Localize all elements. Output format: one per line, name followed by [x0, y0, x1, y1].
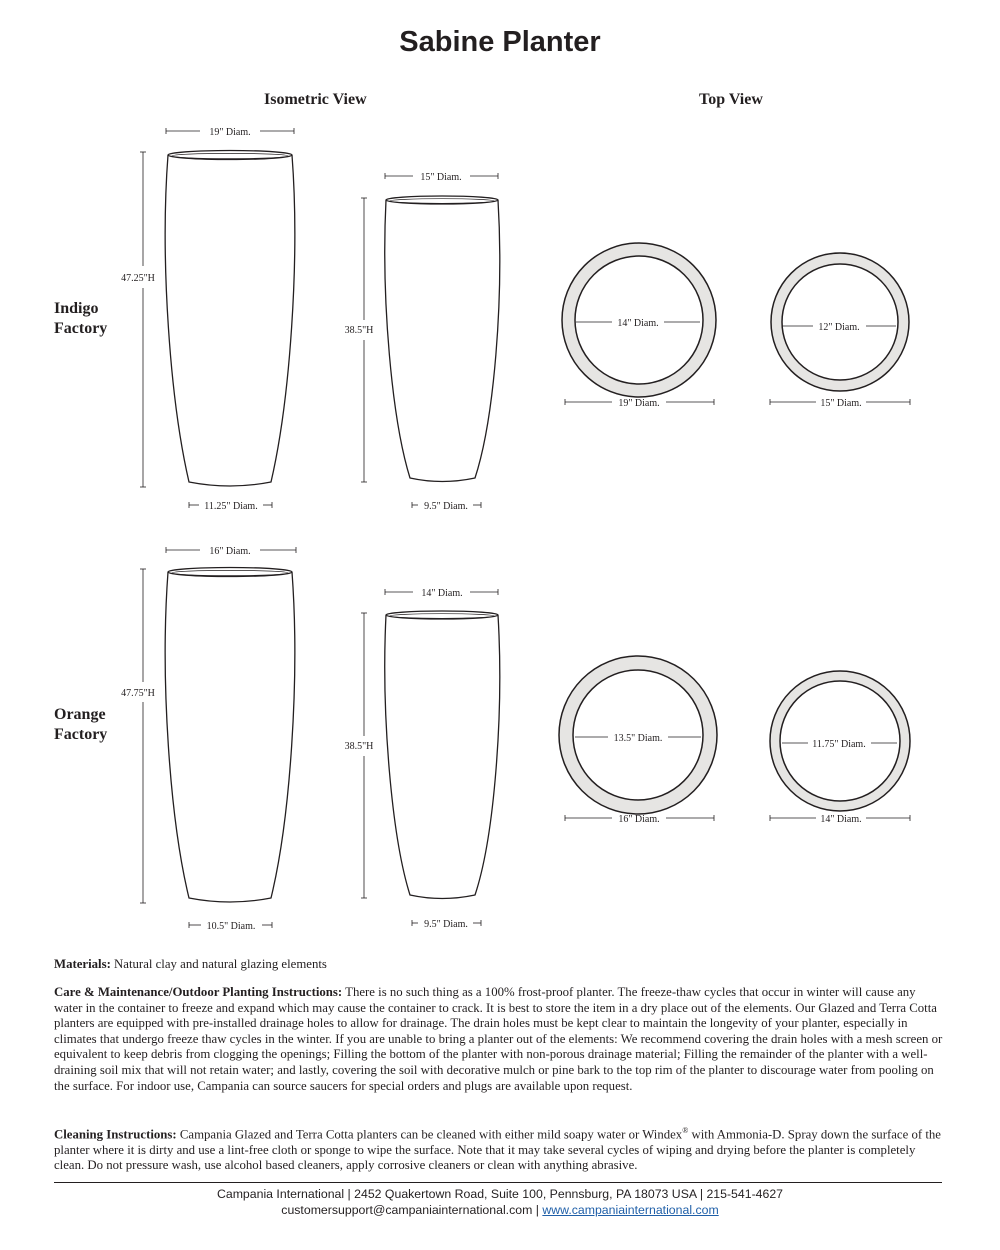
orange-large-height: 47.75"H: [121, 688, 155, 699]
footer-address: Campania International | 2452 Quakertown Road, Suite 100, Pennsburg, PA 18073 USA | 215-541-4627: [216, 1187, 784, 1201]
orange-small-height: 38.5"H: [344, 741, 374, 752]
registered-mark: ®: [682, 1126, 689, 1135]
orange-label-line1: Orange: [54, 706, 106, 723]
indigo-small-planter: [361, 173, 500, 508]
indigo-label-line2: Factory: [54, 320, 108, 337]
cleaning-label: Cleaning Instructions:: [54, 1127, 177, 1142]
indigo-small-outer-diam: 15" Diam.: [820, 398, 862, 409]
indigo-large-height: 47.25"H: [121, 273, 155, 284]
footer-contact: [0, 1203, 1000, 1217]
indigo-small-height: 38.5"H: [344, 325, 374, 336]
footer-email[interactable]: customersupport@campaniainternational.com: [281, 1203, 533, 1217]
orange-small-planter: [361, 589, 500, 926]
isometric-view-heading: Isometric View: [264, 91, 367, 108]
footer-website-link[interactable]: www.campaniainternational.com: [542, 1203, 719, 1217]
orange-small-bottom-diam: 9.5" Diam.: [424, 919, 468, 930]
indigo-label-line1: Indigo: [54, 300, 99, 317]
orange-large-outer-diam: 16" Diam.: [618, 814, 660, 825]
materials-label: Materials:: [54, 957, 111, 971]
indigo-large-inner-diam: 14" Diam.: [617, 318, 659, 329]
top-view-heading: Top View: [699, 91, 763, 108]
page-title: Sabine Planter: [399, 26, 601, 58]
orange-large-inner-diam: 13.5" Diam.: [613, 733, 663, 744]
indigo-large-top-diam: 19" Diam.: [209, 127, 251, 138]
care-paragraph: [54, 985, 944, 1094]
footer-separator: |: [532, 1203, 543, 1217]
orange-small-inner-diam: 11.75" Diam.: [812, 739, 866, 750]
indigo-large-outer-diam: 19" Diam.: [618, 398, 660, 409]
indigo-large-bottom-diam: 11.25" Diam.: [204, 501, 258, 512]
footer-divider: [54, 1182, 942, 1183]
care-text: There is no such thing as a 100% frost-proof planter. The freeze-thaw cycles that occur in winter will cause any water in the container to freeze and expand which may cause the container to crack. It is best to store the item in a dry place out of the elements. Our Glazed and Terra Cotta planters are equipped with pre-installed drainage holes to allow for drainage. The drain holes must be kept clear to maintain the longevity of your planter, especially in climates that undergo freeze thaw cycles in the winter. If you are unable to bring a planter out of the elements: We recommend covering the drain holes with a mesh screen or equivalent to keep debris from clogging the openings; Filling the bottom of the planter with non-porous drainage material; Filling the remainder of the planter with a well-draining soil mix that will not retain water; and lastly, covering the soil with decorative mulch or pine bark to the top rim of the planter to discourage water from pooling on the surface. For indoor use, Campania can source saucers for special orders and plugs are available upon request.: [54, 985, 943, 1093]
care-label: Care & Maintenance/Outdoor Planting Instructions:: [54, 985, 343, 999]
cleaning-text-before: Campania Glazed and Terra Cotta planters can be cleaned with either mild soapy water or Windex: [176, 1127, 683, 1142]
orange-large-top-diam: 16" Diam.: [209, 546, 251, 557]
materials-text: Natural clay and natural glazing elements: [110, 957, 327, 971]
cleaning-paragraph: [54, 1123, 944, 1174]
indigo-small-top-diam: 15" Diam.: [420, 172, 462, 183]
orange-large-bottom-diam: 10.5" Diam.: [206, 921, 256, 932]
cleaning-text-after: with Ammonia-D. Spray down the surface of the planter where it is dirty and use a lint-free cloth or sponge to wipe the surface. Note that it may take several cycles of wiping and drying before the planter is completely clean. Do not pressure wash, use alcohol based cleaners, apply corrosive cleaners or clean with anything abrasive.: [54, 1127, 941, 1173]
materials-paragraph: [54, 957, 944, 973]
indigo-large-planter: [140, 128, 295, 508]
orange-label-line2: Factory: [54, 726, 108, 743]
orange-small-top-diam: 14" Diam.: [421, 588, 463, 599]
indigo-small-inner-diam: 12" Diam.: [818, 322, 860, 333]
orange-large-planter: [140, 547, 296, 928]
indigo-small-bottom-diam: 9.5" Diam.: [424, 501, 468, 512]
orange-small-outer-diam: 14" Diam.: [820, 814, 862, 825]
